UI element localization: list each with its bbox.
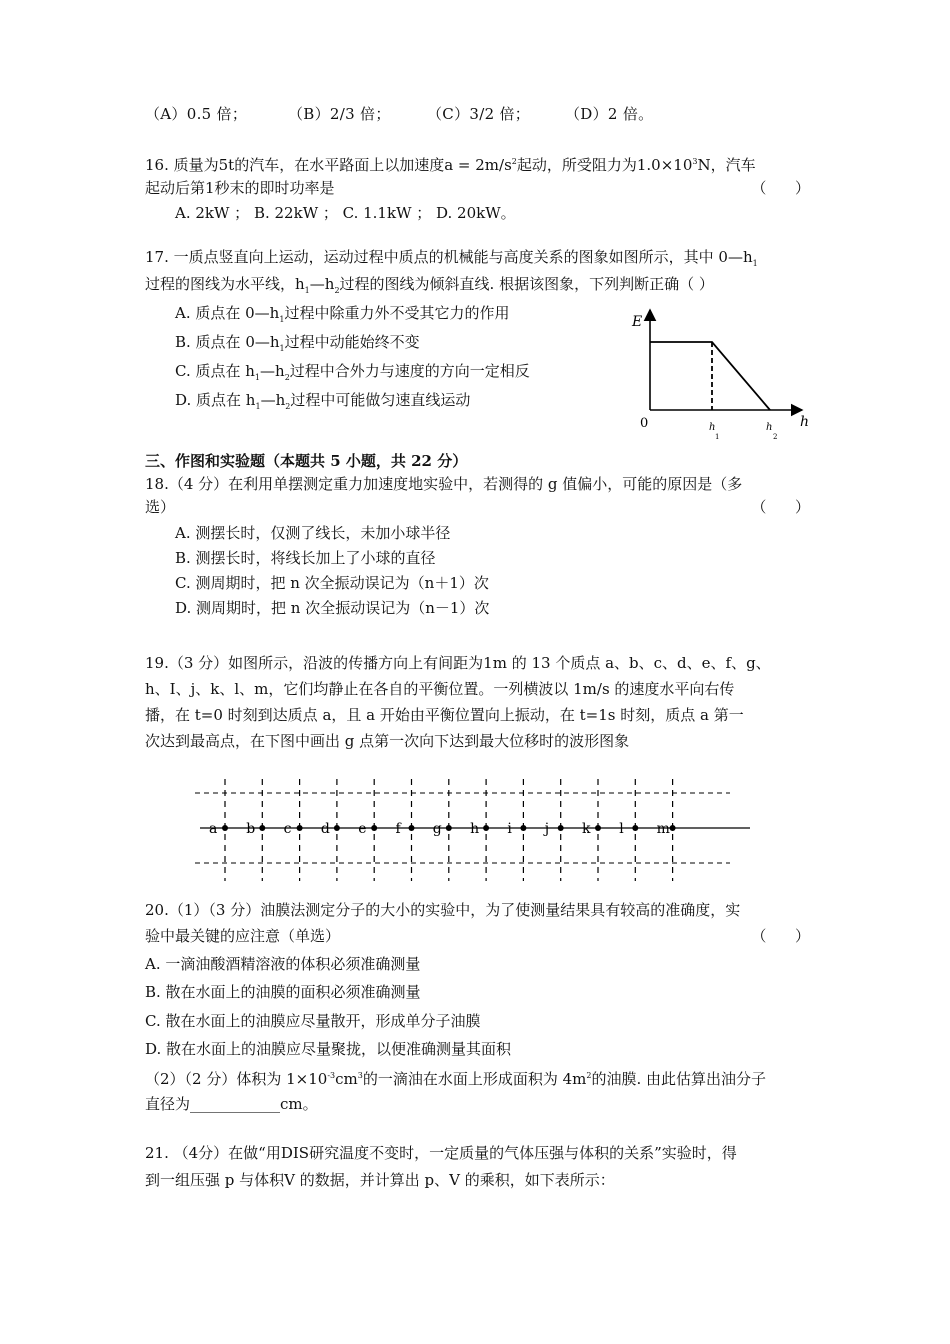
q21-line2: 到一组压强 p 与体积V 的数据，并计算出 p、V 的乘积，如下表所示： bbox=[145, 1171, 615, 1189]
section-3-heading: 三、作图和实验题（本题共 5 小题，共 22 分） bbox=[145, 452, 468, 470]
q17-option-d: D. 质点在 $h_1—h_2$过程中可能做匀速直线运动 bbox=[175, 391, 471, 411]
q18-option-a: A. 测摆长时，仅测了线长，未加小球半径 bbox=[175, 524, 451, 542]
q19-line3: 播，在 t=0 时刻到达质点 a，且 a 开始由平衡位置向上振动，在 t=1s 时刻，质点 a 第一 bbox=[145, 706, 744, 724]
particle-dot-c bbox=[297, 825, 303, 831]
q20-answer-bracket: （ ） bbox=[751, 927, 810, 945]
q21-line1: 21. （4分）在做“用DIS研究温度不变时，一定质量的气体压强与体积的关系”实验时，得 bbox=[145, 1144, 737, 1162]
h2-label: h bbox=[766, 422, 773, 433]
particle-dot-m bbox=[670, 825, 676, 831]
q15-option-c: （C）3/2 倍； bbox=[427, 105, 531, 123]
answer-blank[interactable]: ____________ bbox=[190, 1095, 281, 1113]
energy-height-graph bbox=[620, 300, 820, 450]
particle-dot-d bbox=[334, 825, 340, 831]
particle-label-d: d bbox=[320, 821, 330, 837]
y-axis-label: E bbox=[632, 314, 643, 330]
q18-option-d: D. 测周期时，把 n 次全振动误记为（n－1）次 bbox=[175, 599, 490, 617]
q20-line1: 20.（1）（3 分）油膜法测定分子的大小的实验中，为了使测量结果具有较高的准确度，实 bbox=[145, 901, 741, 919]
q17-line2: 过程的图线为水平线，$h_1—h_2$过程的图线为倾斜直线. 根据该图象，下列判断正确（ ） bbox=[145, 275, 714, 295]
h1-subscript: 1 bbox=[715, 433, 720, 441]
particle-dot-a bbox=[222, 825, 228, 831]
wave-grid-figure bbox=[190, 775, 760, 885]
particle-label-f: f bbox=[395, 821, 401, 837]
q20-option-d: D. 散在水面上的油膜应尽量聚拢，以便准确测量其面积 bbox=[145, 1040, 512, 1058]
particle-label-g: g bbox=[432, 821, 442, 837]
particle-dot-f bbox=[409, 825, 415, 831]
q18-line1: 18.（4 分）在利用单摆测定重力加速度地实验中，若测得的 g 值偏小，可能的原因是（多 bbox=[145, 475, 743, 493]
q18-line2: 选） bbox=[145, 498, 176, 516]
particle-label-h: h bbox=[470, 821, 480, 837]
particle-label-i: i bbox=[507, 821, 512, 837]
particle-dot-g bbox=[446, 825, 452, 831]
q17-option-c: C. 质点在 $h_1—h_2$过程中合外力与速度的方向一定相反 bbox=[175, 362, 530, 382]
q20-part2-line2: 直径为____________cm。 bbox=[145, 1095, 318, 1113]
q20-line2: 验中最关键的应注意（单选） bbox=[145, 927, 341, 945]
particle-dot-b bbox=[259, 825, 265, 831]
q15-option-b: （B）2/3 倍； bbox=[288, 105, 391, 123]
q17-line1: 17. 一质点竖直向上运动，运动过程中质点的机械能与高度关系的图象如图所示，其中 $0—h_1$ bbox=[145, 248, 758, 268]
particle-dot-e bbox=[371, 825, 377, 831]
particle-label-m: m bbox=[656, 821, 670, 837]
h1-label: h bbox=[709, 422, 716, 433]
particle-dot-k bbox=[595, 825, 601, 831]
q18-option-b: B. 测摆长时，将线长加上了小球的直径 bbox=[175, 549, 436, 567]
particle-dot-l bbox=[632, 825, 638, 831]
q17-option-b: B. 质点在 $0—h_1$过程中动能始终不变 bbox=[175, 333, 420, 353]
q18-option-c: C. 测周期时，把 n 次全振动误记为（n＋1）次 bbox=[175, 574, 489, 592]
q17-option-a: A. 质点在 $0—h_1$过程中除重力外不受其它力的作用 bbox=[175, 304, 510, 324]
h2-subscript: 2 bbox=[773, 433, 778, 441]
q20-part2-line1: （2）（2 分）体积为 $1\times 10^{-3}cm^3$的一滴油在水面上形成面积为 $4m^2$的油膜. 由此估算出油分子 bbox=[145, 1070, 767, 1088]
q15-option-a: （A）0.5 倍； bbox=[145, 105, 248, 123]
q16-line1: 16. 质量为5t的汽车，在水平路面上以加速度$a = 2m/s^2$起动，所受阻力为$1.0\times 10^3N$，汽车 bbox=[145, 156, 756, 174]
q16-answer-bracket: （ ） bbox=[751, 179, 810, 197]
particle-label-j: j bbox=[544, 821, 550, 837]
particle-dot-i bbox=[520, 825, 526, 831]
x-axis-label: h bbox=[800, 414, 810, 430]
q20-option-b: B. 散在水面上的油膜的面积必须准确测量 bbox=[145, 983, 421, 1001]
q18-answer-bracket: （ ） bbox=[751, 498, 810, 516]
q20-option-a: A. 一滴油酸酒精溶液的体积必须准确测量 bbox=[145, 955, 421, 973]
q19-line4: 次达到最高点，在下图中画出 g 点第一次向下达到最大位移时的波形图象 bbox=[145, 732, 630, 750]
particle-dot-j bbox=[558, 825, 564, 831]
particle-label-l: l bbox=[619, 821, 624, 837]
q16-line2: 起动后第1秒末的即时功率是 bbox=[145, 179, 335, 197]
particle-label-b: b bbox=[246, 821, 256, 837]
q16-options: A. 2kW ； B. 22kW ； C. 1.1kW ； D. 20kW。 bbox=[175, 204, 516, 222]
energy-curve bbox=[650, 342, 770, 410]
particle-label-e: e bbox=[358, 821, 367, 837]
q19-line2: h、I、j、k、l、m，它们均静止在各自的平衡位置。一列横波以 1m/s 的速度水平向右传 bbox=[145, 680, 735, 698]
particle-dot-h bbox=[483, 825, 489, 831]
q20-option-c: C. 散在水面上的油膜应尽量散开，形成单分子油膜 bbox=[145, 1012, 481, 1030]
particle-label-c: c bbox=[283, 821, 292, 837]
q15-option-d: （D）2 倍。 bbox=[565, 105, 654, 123]
particle-label-a: a bbox=[209, 821, 218, 837]
particle-label-k: k bbox=[582, 821, 591, 837]
q19-line1: 19.（3 分）如图所示，沿波的传播方向上有间距为1m 的 13 个质点 a、b、c、d、e、f、g、 bbox=[145, 654, 771, 672]
origin-label: 0 bbox=[640, 416, 649, 431]
